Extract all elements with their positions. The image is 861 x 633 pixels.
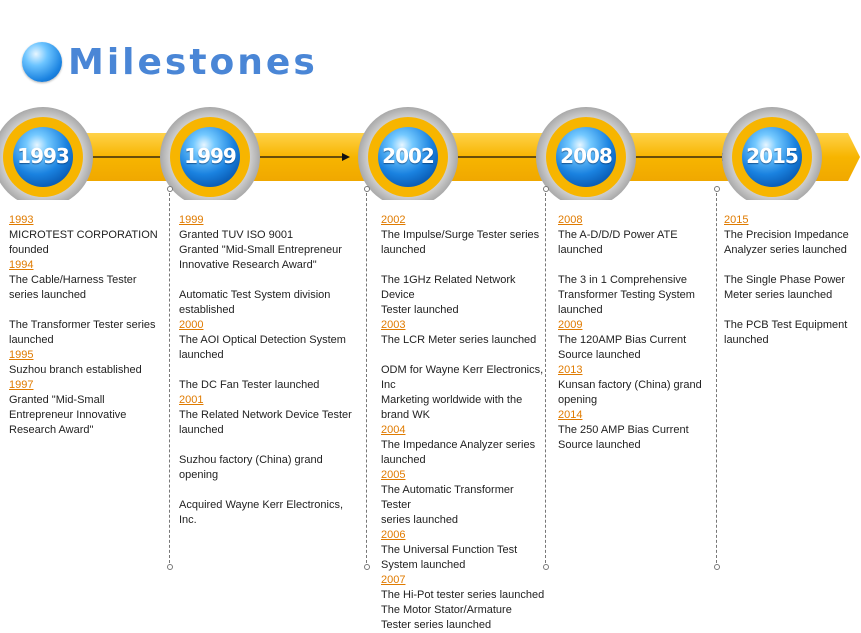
- milestone-entry: [558, 408, 714, 453]
- milestone-text: Automatic Test System division: [179, 289, 331, 301]
- milestone-text: launched: [381, 454, 426, 466]
- milestone-text: Marketing worldwide with the: [381, 394, 523, 406]
- milestone-text: Research Award": [9, 424, 94, 436]
- milestone-entry: [9, 258, 165, 303]
- milestone-text: The Universal Function Test: [381, 544, 518, 556]
- spacer: [179, 438, 363, 453]
- milestone-entry: [381, 273, 545, 318]
- node-year-label: 1999: [184, 144, 236, 168]
- milestone-year-link: 2006: [381, 529, 406, 541]
- milestone-entry: [9, 348, 165, 378]
- node-year-label: 2015: [746, 144, 798, 168]
- milestone-year-link: 1994: [9, 259, 34, 271]
- milestone-text: Inc: [381, 379, 396, 391]
- milestone-entry: [179, 453, 363, 483]
- milestone-entry: [558, 213, 714, 258]
- milestone-text: The Impulse/Surge Tester series: [381, 229, 540, 241]
- milestone-entry: [558, 318, 714, 363]
- milestone-text: Suzhou factory (China) grand: [179, 454, 323, 466]
- column-divider: [169, 188, 170, 568]
- milestone-entry: [9, 213, 165, 258]
- timeline-band: [0, 0, 861, 200]
- milestone-text: Granted TUV ISO 9001: [179, 229, 294, 241]
- milestone-text: The DC Fan Tester launched: [179, 379, 320, 391]
- spacer: [381, 348, 545, 363]
- milestone-entry: [381, 393, 545, 423]
- milestone-text: The Motor Stator/Armature: [381, 604, 512, 616]
- milestone-entry: [179, 318, 363, 363]
- milestone-text: launched: [558, 304, 603, 316]
- milestone-text: The Impedance Analyzer series: [381, 439, 536, 451]
- milestone-text: The Cable/Harness Tester: [9, 274, 137, 286]
- milestone-text: Transformer Testing System: [558, 289, 695, 301]
- milestone-entry: [381, 213, 545, 258]
- milestone-text: The AOI Optical Detection System: [179, 334, 346, 346]
- column-divider: [716, 188, 717, 568]
- milestone-entry: [179, 498, 363, 528]
- milestone-text: System launched: [381, 559, 466, 571]
- page-title: Milestones: [68, 41, 318, 83]
- column-divider: [366, 188, 367, 568]
- milestone-text: series launched: [9, 289, 87, 301]
- milestone-text: Inc.: [179, 514, 197, 526]
- milestone-text: launched: [381, 244, 426, 256]
- spacer: [558, 258, 714, 273]
- milestone-year-link: 2001: [179, 394, 204, 406]
- milestone-text: The 3 in 1 Comprehensive: [558, 274, 688, 286]
- milestone-text: launched: [558, 244, 603, 256]
- milestone-year-link: 1995: [9, 349, 34, 361]
- milestone-entry: [381, 318, 545, 348]
- milestone-text: series launched: [381, 514, 459, 526]
- milestone-text: opening: [558, 394, 598, 406]
- milestone-column-2008: [558, 213, 714, 453]
- milestone-year-link: 1993: [9, 214, 34, 226]
- milestone-column-2015: [724, 213, 861, 348]
- milestone-year-link: 2003: [381, 319, 406, 331]
- milestone-year-link: 2000: [179, 319, 204, 331]
- column-divider: [545, 188, 546, 568]
- milestone-text: Source launched: [558, 349, 641, 361]
- node-year-label: 1993: [17, 144, 69, 168]
- milestone-text: Tester series launched: [381, 619, 492, 631]
- milestone-entry: [381, 468, 545, 528]
- milestone-entry: [724, 273, 861, 303]
- milestone-text: Innovative Research Award": [179, 259, 317, 271]
- milestone-entry: [179, 378, 363, 393]
- milestone-text: launched: [9, 334, 54, 346]
- milestone-column-2002: [381, 213, 545, 633]
- milestone-entry: [381, 573, 545, 633]
- milestone-year-link: 2005: [381, 469, 406, 481]
- milestone-entry: [179, 288, 363, 318]
- milestone-text: Granted "Mid-Small: [9, 394, 105, 406]
- milestone-text: The Precision Impedance: [724, 229, 849, 241]
- milestone-entry: [9, 378, 165, 438]
- milestone-text: brand WK: [381, 409, 430, 421]
- spacer: [381, 258, 545, 273]
- milestone-text: The PCB Test Equipment: [724, 319, 848, 331]
- milestone-text: launched: [179, 349, 224, 361]
- spacer: [179, 483, 363, 498]
- milestone-year-link: 2013: [558, 364, 583, 376]
- milestone-text: The Automatic Transformer Tester: [381, 484, 514, 511]
- node-year-label: 2008: [560, 144, 612, 168]
- milestone-entry: [381, 528, 545, 573]
- milestone-entry: [558, 273, 714, 318]
- milestone-text: launched: [724, 334, 769, 346]
- milestone-text: The 250 AMP Bias Current: [558, 424, 689, 436]
- milestone-text: ODM for Wayne Kerr Electronics,: [381, 364, 544, 376]
- milestone-year-link: 2002: [381, 214, 406, 226]
- milestone-year-link: 2015: [724, 214, 749, 226]
- milestone-text: Meter series launched: [724, 289, 833, 301]
- milestone-entry: [724, 318, 861, 348]
- milestone-entry: [381, 363, 545, 393]
- milestone-column-1993: [9, 213, 165, 438]
- milestone-year-link: 2009: [558, 319, 583, 331]
- milestone-text: The Hi-Pot tester series launched: [381, 589, 545, 601]
- milestone-text: Kunsan factory (China) grand: [558, 379, 702, 391]
- milestone-text: opening: [179, 469, 219, 481]
- milestone-text: established: [179, 304, 235, 316]
- milestone-entry: [9, 318, 165, 348]
- milestone-year-link: 1997: [9, 379, 34, 391]
- milestone-text: Suzhou branch established: [9, 364, 142, 376]
- milestone-text: The 120AMP Bias Current: [558, 334, 687, 346]
- spacer: [179, 273, 363, 288]
- milestone-text: Acquired Wayne Kerr Electronics,: [179, 499, 344, 511]
- spacer: [724, 303, 861, 318]
- spacer: [724, 258, 861, 273]
- milestone-text: Source launched: [558, 439, 641, 451]
- milestone-text: The 1GHz Related Network Device: [381, 274, 516, 301]
- milestone-entry: [724, 213, 861, 258]
- milestone-text: The Single Phase Power: [724, 274, 846, 286]
- milestone-entry: [179, 213, 363, 273]
- milestone-text: The Related Network Device Tester: [179, 409, 352, 421]
- spacer: [9, 303, 165, 318]
- milestone-entry: [381, 423, 545, 468]
- milestone-text: MICROTEST CORPORATION: [9, 229, 158, 241]
- milestone-text: Analyzer series launched: [724, 244, 847, 256]
- milestone-column-1999: [179, 213, 363, 528]
- milestone-year-link: 2007: [381, 574, 406, 586]
- milestone-year-link: 2004: [381, 424, 406, 436]
- milestone-text: Granted "Mid-Small Entrepreneur: [179, 244, 342, 256]
- milestone-year-link: 1999: [179, 214, 204, 226]
- milestone-entry: [179, 393, 363, 438]
- milestone-entry: [558, 363, 714, 408]
- milestone-year-link: 2008: [558, 214, 583, 226]
- node-year-label: 2002: [382, 144, 434, 168]
- milestone-text: Tester launched: [381, 304, 459, 316]
- spacer: [179, 363, 363, 378]
- milestone-text: The Transformer Tester series: [9, 319, 156, 331]
- milestone-text: Entrepreneur Innovative: [9, 409, 127, 421]
- milestone-text: launched: [179, 424, 224, 436]
- milestone-text: The LCR Meter series launched: [381, 334, 537, 346]
- milestone-text: The A-D/D/D Power ATE: [558, 229, 678, 241]
- milestone-year-link: 2014: [558, 409, 583, 421]
- milestone-text: founded: [9, 244, 49, 256]
